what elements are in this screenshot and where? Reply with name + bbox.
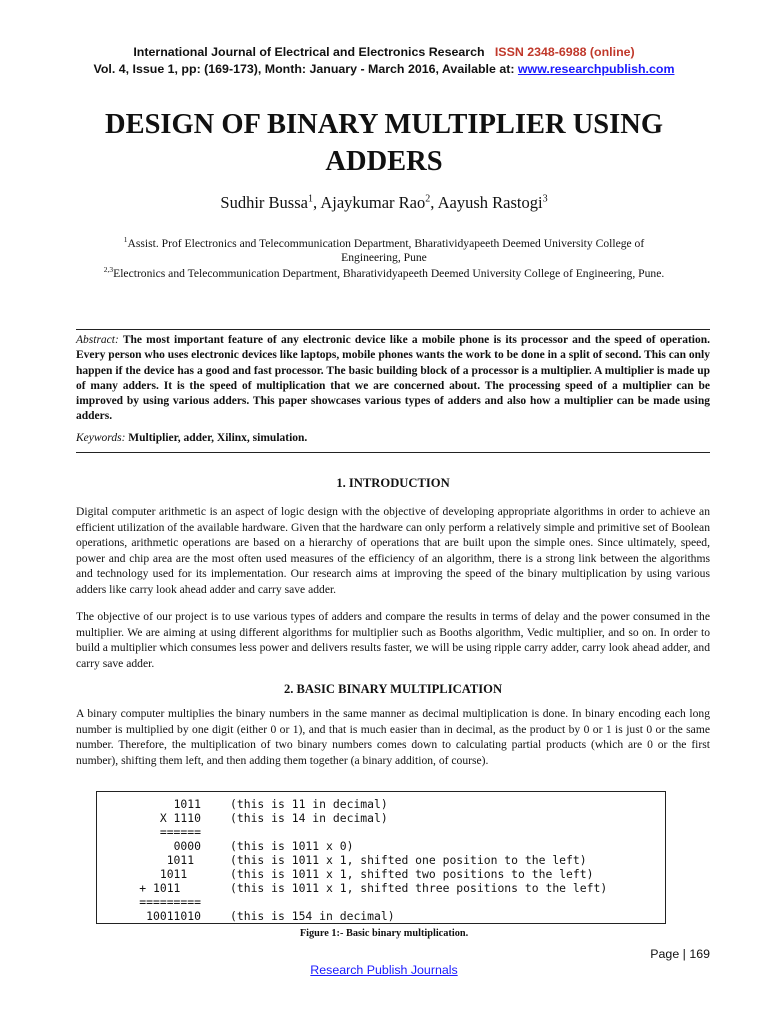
- figure-comment: (this is 11 in decimal): [230, 797, 388, 811]
- figure-operand: X 1110: [159, 811, 201, 825]
- author-affil-mark: 1: [307, 193, 313, 205]
- title-line-2: ADDERS: [325, 146, 443, 177]
- keywords-text: Multiplier, adder, Xilinx, simulation.: [128, 432, 308, 444]
- section-heading-binary-multiplication: 2. BASIC BINARY MULTIPLICATION: [283, 682, 503, 696]
- author-list: [0, 193, 768, 213]
- figure-partial-product: 0000: [173, 839, 201, 853]
- figure-comment: (this is 1011 x 0): [230, 839, 354, 853]
- figure-comment: (this is 1011 x 1, shifted two positions to the left): [230, 867, 594, 881]
- journal-url-link[interactable]: www.researchpublish.com: [517, 62, 675, 76]
- binary-mult-paragraph: A binary computer multiplies the binary numbers in the same manner as decimal multiplication is done. In binary encoding each long number is multiplied by one digit (either 0 or 1), and that is much easier than in decimal, as the product by 0 or 1 is just 0 or the same number. Therefore, the multiplication of two binary numbers comes down to calculating partial products (which are 0 or the first number), shifting them left, and then adding them together (a binary addition, of course).: [76, 707, 710, 767]
- affiliation-1-line-1: [60, 233, 708, 251]
- author-name: Sudhir Bussa: [220, 193, 308, 212]
- intro-paragraph-2: The objective of our project is to use various types of adders and compare the results in terms of delay and the power consumed in the multiplier. We are aiming at using different algorithms for multiplier such as Booths algorithm, Vedic multiplier, and so on. In order to build a multiplier which consumes less power and delivers results faster, we will be using ripple carry adder, carry look ahead adder, and carry save adder.: [76, 610, 710, 670]
- author-separator: ,: [430, 193, 438, 212]
- publisher-footer-link[interactable]: Research Publish Journals: [310, 963, 458, 977]
- author-name: Aayush Rastogi: [437, 193, 543, 212]
- figure-partial-product: + 1011: [139, 881, 201, 895]
- keywords-label: Keywords:: [76, 432, 126, 444]
- journal-header: [0, 44, 768, 78]
- title-line-1: DESIGN OF BINARY MULTIPLIER USING: [104, 109, 664, 140]
- figure-separator: ======: [159, 825, 201, 839]
- figure-partial-product: 1011: [166, 853, 201, 867]
- affiliation-1: [60, 233, 708, 265]
- journal-title-line: [0, 44, 768, 61]
- volume-info: Vol. 4, Issue 1, pp: (169-173), Month: January - March 2016, Available at:: [93, 62, 518, 76]
- abstract: [76, 333, 710, 425]
- affiliation-2: [40, 263, 728, 281]
- figure-1-caption: Figure 1:- Basic binary multiplication.: [299, 928, 469, 939]
- affiliation-text: Assist. Prof Electronics and Telecommunication Department, Bharatividyapeeth Deemed University College of: [127, 236, 645, 250]
- affiliation-mark: 1: [123, 235, 128, 244]
- figure-comment: (this is 1011 x 1, shifted three positions to the left): [230, 881, 608, 895]
- abstract-top-rule: [76, 329, 710, 330]
- keywords: [76, 432, 710, 444]
- intro-paragraph-1: Digital computer arithmetic is an aspect of logic design with the objective of developing appropriate algorithms in order to achieve an efficient utilization of the available hardware. Given that the hardware can only perform a relatively simple and primitive set of Boolean operations, arithmetic operations are based on a hierarchy of operations that are built upon the simple ones. Since ultimately, speed, power and chip area are the most often used measures of the efficiency of an algorithm, there is a strong link between the algorithms and technology used for its implementation. Our research aims at improving the speed of the binary multiplication by using various adders like carry look ahead adder and carry save adder.: [76, 505, 710, 596]
- section-heading-introduction: 1. INTRODUCTION: [336, 476, 450, 490]
- journal-name: International Journal of Electrical and Electronics Research: [133, 45, 485, 59]
- figure-comment: (this is 1011 x 1, shifted one position to the left): [230, 853, 587, 867]
- abstract-text: The most important feature of any electronic device like a mobile phone is its processor and the speed of operation. Every person who uses electronic devices like laptops, mobile phones wants the work to be done in a split of second. This can only happen if the device has a good and fast processor. The basic building block of a processor is a multiplier. A multiplier is made up of many adders. It is the speed of multiplication that we are concerned about. The processing speed of a multiplier can be improved by using various adders. This paper showcases various types of adders and also how a multiplier can be made using adders.: [76, 334, 710, 423]
- figure-1-box: [96, 791, 666, 924]
- figure-result: 10011010: [146, 909, 201, 923]
- author-name: Ajaykumar Rao: [320, 193, 426, 212]
- author-affil-mark: 3: [542, 193, 548, 205]
- figure-comment: (this is 154 in decimal): [230, 909, 395, 923]
- affiliation-1-line-2: Engineering, Pune: [341, 250, 427, 264]
- journal-volume-line: [0, 61, 768, 78]
- figure-separator: =========: [139, 895, 201, 909]
- paper-title: [40, 106, 728, 180]
- figure-operand: 1011: [173, 797, 201, 811]
- page-number: Page | 169: [650, 947, 710, 961]
- abstract-label: Abstract:: [76, 334, 119, 346]
- affiliation-text: Electronics and Telecommunication Department, Bharatividyapeeth Deemed University College of Engineering, Pune.: [113, 266, 665, 280]
- author-separator: ,: [312, 193, 321, 212]
- affiliation-mark: 2,3: [103, 265, 114, 274]
- author-affil-mark: 2: [425, 193, 431, 205]
- figure-comment: (this is 14 in decimal): [230, 811, 388, 825]
- abstract-bottom-rule: [76, 452, 710, 453]
- issn: ISSN 2348-6988 (online): [494, 45, 635, 59]
- figure-partial-product: 1011: [159, 867, 201, 881]
